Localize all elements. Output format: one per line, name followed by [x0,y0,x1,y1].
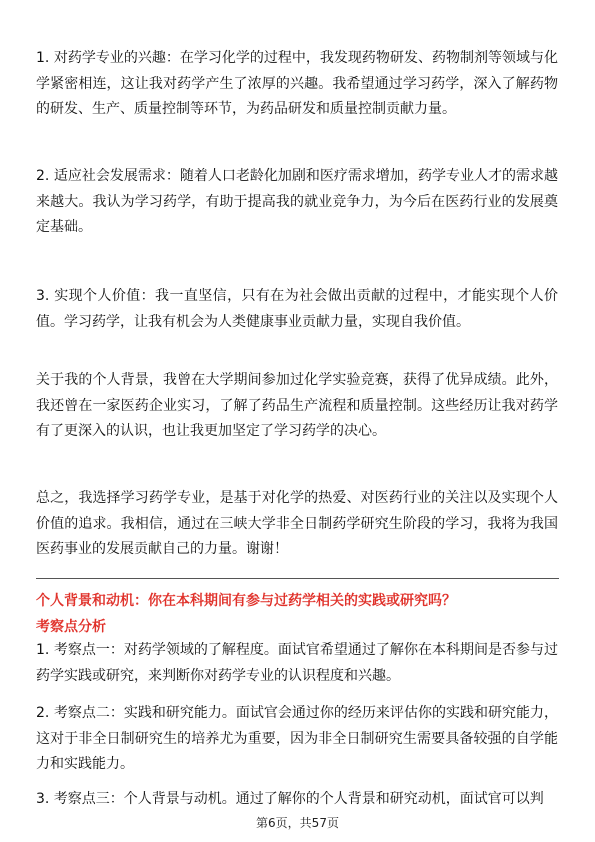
analysis-item: 3. 考察点三：个人背景与动机。通过了解你的个人背景和研究动机，面试官可以判 [36,791,544,807]
paragraph-background: 关于我的个人背景，我曾在大学期间参加过化学实验竞赛，获得了优异成绩。此外，我还曾在一家医药企业实习，了解了药品生产流程和质量控制。这些经历让我对药学有了更深入的认识，也让我更加坚定了学习药学的决心。 [36,372,558,439]
paragraph-conclusion: 总之，我选择学习药学专业，是基于对化学的热爱、对医药行业的关注以及实现个人价值的追求。我相信，通过在三峡大学非全日制药学研究生阶段的学习，我将为我国医药事业的发展贡献自己的力量。谢谢！ [36,490,558,557]
section-divider [36,578,559,579]
paragraph-personal-value: 3. 实现个人价值：我一直坚信，只有在为社会做出贡献的过程中，才能实现个人价值。学习药学，让我有机会为人类健康事业贡献力量，实现自我价值。 [36,288,558,330]
analysis-item: 1. 考察点一：对药学领域的了解程度。面试官希望通过了解你在本科期间是否参与过药学实践或研究，来判断你对药学专业的认识程度和兴趣。 [36,642,558,684]
interview-question: 个人背景和动机：你在本科期间有参与过药学相关的实践或研究吗？ [36,593,456,609]
paragraph-social-demand: 2. 适应社会发展需求：随着人口老龄化加剧和医疗需求增加，药学专业人才的需求越来越大。我认为学习药学，有助于提高我的就业竞争力，为今后在医药行业的发展奠定基础。 [36,168,558,235]
analysis-heading: 考察点分析 [36,619,106,635]
page-footer: 第6页，共57页 [256,816,339,830]
analysis-item: 2. 考察点二：实践和研究能力。面试官会通过你的经历来评估你的实践和研究能力，这对于非全日制研究生的培养尤为重要，因为非全日制研究生需要具备较强的自学能力和实践能力。 [36,705,558,772]
paragraph-interest: 1. 对药学专业的兴趣：在学习化学的过程中，我发现药物研发、药物制剂等领域与化学紧密相连，这让我对药学产生了浓厚的兴趣。我希望通过学习药学，深入了解药物的研发、生产、质量控制等环节，为药品研发和质量控制贡献力量。 [36,50,558,117]
